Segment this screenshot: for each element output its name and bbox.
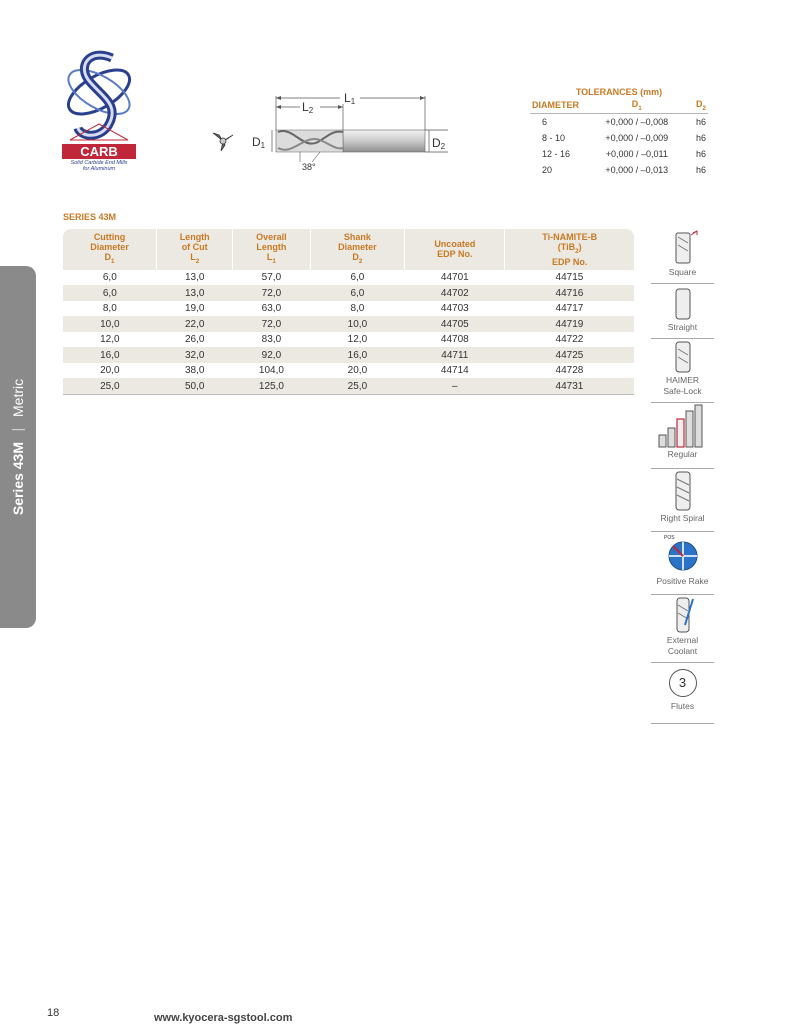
tol-row: 12 - 16 +0,000 / –0,011 h6 [542,148,706,159]
table-cell: 10,0 [310,316,405,332]
haimer-icon [665,339,701,375]
header-overall-length: Overall Length $L_1$ [233,229,310,270]
table-cell: 44725 [505,347,634,363]
table-cell: 72,0 [233,316,310,332]
table-cell: 8,0 [350,303,365,315]
series-label: SERIES 43M [63,212,117,222]
table-cell: – [405,378,505,394]
table-cell: 44716 [505,285,634,301]
table-cell: 44719 [505,316,634,332]
table-cell: 38,0 [184,365,205,377]
table-cell: 10,0 [63,316,157,332]
table-cell: 44715 [555,272,584,284]
feature-regular: Regular [651,403,714,469]
tol-header-d1: $D_1$ [598,98,676,113]
regular-length-icon [656,403,710,449]
table-cell: 44714 [440,365,469,377]
table-cell: 16,0 [63,347,157,363]
table-cell: 44728 [555,365,584,377]
feature-right-spiral: Right Spiral [651,469,714,532]
logo-tagline-2: for Aluminum [82,166,116,172]
table-cell: 72,0 [233,285,310,301]
header-uncoated-edp: Uncoated EDP No. [405,229,505,270]
table-row [63,301,634,317]
table-cell: 6,0 [310,285,405,301]
logo-brand: CARB [80,144,118,159]
feature-flutes: 3 Flutes [651,669,714,724]
table-row [63,378,634,394]
table-cell: 13,0 [184,272,205,284]
table-cell: 6,0 [350,272,365,284]
square-end-icon [665,229,701,267]
feature-straight: Straight [651,284,714,339]
tolerances-panel [530,87,708,178]
section-side-tab [0,266,36,628]
page-number: 18 [47,1007,60,1019]
dim-l1-label: L [344,91,351,105]
table-cell: 104,0 [258,365,284,377]
tol-row: 8 - 10 +0,000 / –0,009 h6 [542,132,706,143]
external-coolant-icon [665,595,701,635]
svg-text:D1: D1 [252,135,266,150]
product-table [63,229,634,395]
dim-l2-label: L [302,100,309,114]
table-cell: 20,0 [347,365,368,377]
table-row [63,363,634,379]
table-cell: 92,0 [233,347,310,363]
table-cell: 44722 [555,334,584,346]
table-row [63,316,634,332]
end-view-icon [213,133,233,151]
feature-icons [651,229,714,724]
feature-positive-rake: POS Positive Rake [651,532,714,595]
table-cell: 13,0 [157,285,233,301]
table-cell: 19,0 [184,303,205,315]
table-cell: 12,0 [100,334,120,346]
tol-row: 6 +0,000 / –0,008 h6 [542,116,706,127]
feature-haimer: HAIMER Safe-Lock [651,339,714,403]
table-cell: 25,0 [310,378,405,394]
logo-tagline-1: Solid Carbide End Mills [70,160,128,166]
dim-d1-label: D [252,135,261,149]
table-cell: 22,0 [157,316,233,332]
table-cell: 25,0 [63,378,157,394]
end-mill-diagram [208,86,470,172]
table-cell: 44703 [440,303,469,315]
table-cell: 8,0 [102,303,117,315]
table-cell: 63,0 [261,303,282,315]
side-tab-system: Metric [10,378,26,417]
tol-header-diameter: DIAMETER [530,98,598,113]
table-cell: 44701 [440,272,469,284]
svg-text:L2: L2 [302,100,314,115]
table-row [63,332,634,348]
tolerances-table [530,98,708,178]
table-cell: 6,0 [63,285,157,301]
side-tab-series: Series 43M [10,441,26,516]
table-cell: 20,0 [100,365,120,377]
table-cell: 44708 [440,334,469,346]
table-cell: 57,0 [261,272,282,284]
table-cell: 83,0 [261,334,282,346]
flutes-icon: 3 [669,669,697,697]
carb-logo [60,44,138,174]
table-row [63,270,634,286]
table-cell: 50,0 [157,378,233,394]
header-shank-diameter: Shank Diameter $D_2$ [310,229,405,270]
side-tab-divider [12,429,25,430]
tol-header-d2: $D_2$ [676,98,708,113]
feature-square: Square [651,229,714,284]
straight-shank-icon [665,284,701,322]
tolerances-title: TOLERANCES (mm) [575,87,663,97]
tol-row: 20 +0,000 / –0,013 h6 [542,164,706,175]
header-ti-namite-b-edp: Ti-NAMITE-B (TiB$_2$) EDP No. [505,229,634,270]
header-length-of-cut: Length of Cut $L_2$ [157,229,233,270]
table-cell: 44731 [505,378,634,394]
svg-text:L1: L1 [344,91,356,106]
table-cell: 125,0 [233,378,310,394]
table-cell: 16,0 [310,347,405,363]
dim-d2-label: D [432,136,441,150]
table-cell: 6,0 [102,272,117,284]
svg-text:D2: D2 [432,136,446,151]
table-row [63,347,634,363]
feature-external-coolant: External Coolant [651,595,714,663]
table-cell: 44717 [555,303,584,315]
helix-angle-label: 38° [302,162,316,172]
table-cell: 12,0 [347,334,368,346]
table-cell: 44711 [405,347,505,363]
right-spiral-icon [665,469,701,513]
table-cell: 32,0 [157,347,233,363]
website-link[interactable]: www.kyocera-sgstool.com [154,1012,293,1024]
table-row [63,285,634,301]
table-cell: 26,0 [184,334,205,346]
table-cell: 44705 [405,316,505,332]
header-cutting-diameter: Cutting Diameter $D_1$ [63,229,157,270]
table-cell: 44702 [405,285,505,301]
positive-rake-badge: POS [664,535,675,541]
